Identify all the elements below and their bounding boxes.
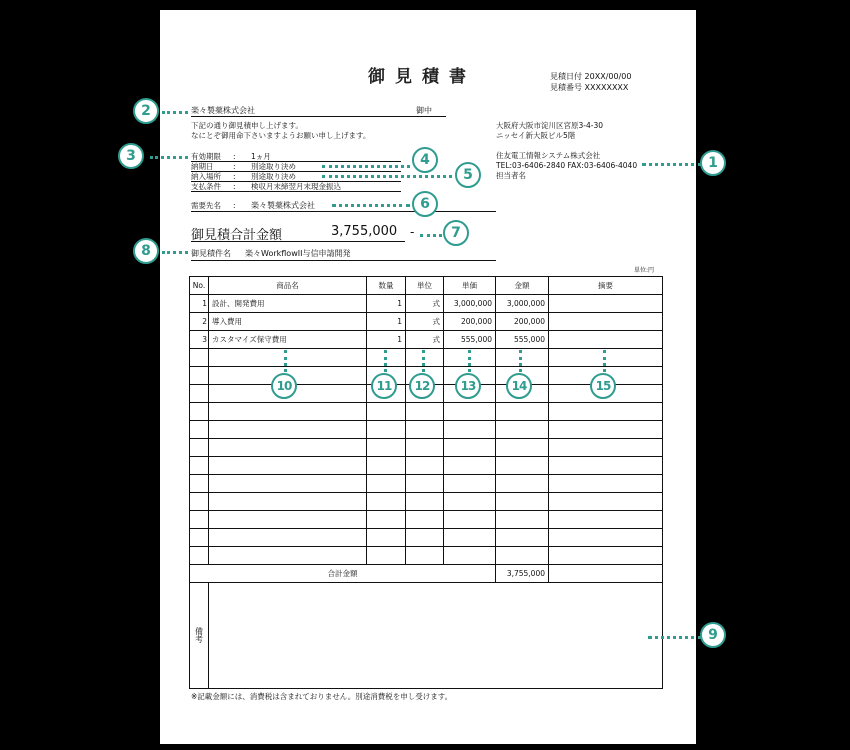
callout-11-leader — [384, 350, 387, 372]
header-qty: 数量 — [367, 277, 406, 295]
table-cell[interactable] — [549, 457, 663, 475]
terms-list — [191, 152, 401, 192]
table-cell[interactable] — [209, 421, 367, 439]
table-cell[interactable] — [190, 439, 209, 457]
callout-13-badge: 13 — [455, 373, 481, 399]
header-price: 単価 — [444, 277, 496, 295]
table-header-row — [190, 277, 663, 295]
table-cell[interactable] — [406, 475, 444, 493]
estimate-no-label: 見積番号 — [550, 83, 582, 92]
callout-6-badge: 6 — [412, 191, 438, 217]
table-cell[interactable] — [496, 547, 549, 565]
callout-14-badge: 14 — [506, 373, 532, 399]
table-row-empty — [190, 439, 663, 457]
table-cell[interactable] — [444, 403, 496, 421]
table-cell[interactable] — [367, 529, 406, 547]
table-cell[interactable] — [190, 457, 209, 475]
customer-value: 楽々製薬株式会社 — [251, 201, 315, 210]
table-row-empty — [190, 457, 663, 475]
table-cell[interactable] — [496, 439, 549, 457]
table-cell[interactable] — [549, 493, 663, 511]
recipient-name: 楽々製薬株式会社 — [191, 106, 255, 115]
table-cell[interactable] — [444, 493, 496, 511]
table-cell[interactable] — [444, 421, 496, 439]
callout-7-badge: 7 — [443, 220, 469, 246]
remarks-field[interactable] — [209, 583, 663, 689]
table-cell[interactable] — [549, 475, 663, 493]
document-title: 御見積書 — [368, 67, 476, 87]
callout-3-leader — [150, 156, 188, 159]
table-row: 1 設計、開発費用 1 式 3,000,000 3,000,000 — [190, 295, 663, 313]
table-cell[interactable] — [549, 403, 663, 421]
callout-4-leader — [322, 165, 410, 168]
table-cell[interactable] — [209, 439, 367, 457]
table-cell[interactable] — [496, 403, 549, 421]
customer-label: 需要先名 — [191, 201, 221, 210]
table-row-empty — [190, 529, 663, 547]
issuer-contact: TEL:03-6406-2840 FAX:03-6406-4040 — [496, 161, 638, 170]
header-no: No. — [190, 277, 209, 295]
table-cell[interactable] — [496, 475, 549, 493]
table-cell[interactable] — [209, 457, 367, 475]
table-cell[interactable] — [406, 529, 444, 547]
greeting-line-2: なにとぞ御用命下さいますようお願い申し上げます。 — [191, 131, 371, 140]
callout-5-leader — [322, 175, 452, 178]
estimate-date: 20XX/00/00 — [584, 72, 632, 81]
tax-footnote: ※記載金額には、消費税は含まれておりません。別途消費税を申し受けます。 — [191, 692, 453, 701]
table-row-empty — [190, 475, 663, 493]
subject-line — [191, 248, 496, 261]
callout-14-leader — [519, 350, 522, 372]
callout-11-badge: 11 — [371, 373, 397, 399]
table-cell[interactable] — [496, 529, 549, 547]
recipient-line — [191, 105, 446, 117]
total-label: 御見積合計金額 — [191, 228, 283, 243]
table-cell[interactable] — [367, 511, 406, 529]
callout-9-leader — [648, 636, 702, 639]
callout-8-leader — [162, 251, 188, 254]
total-value: 3,755,000 — [331, 224, 398, 239]
table-row: 3 カスタマイズ保守費用 1 式 555,000 555,000 — [190, 331, 663, 349]
header-unit: 単位 — [406, 277, 444, 295]
callout-10-leader — [284, 350, 287, 372]
term-delivery-date: 納期日 : 別途取り決め — [191, 162, 401, 172]
recipient-suffix: 御中 — [416, 106, 432, 115]
table-row-empty — [190, 421, 663, 439]
table-cell[interactable] — [190, 421, 209, 439]
table-cell[interactable] — [209, 403, 367, 421]
table-cell[interactable] — [549, 529, 663, 547]
table-cell[interactable] — [444, 475, 496, 493]
callout-2-leader — [162, 111, 188, 114]
table-total-amount: 3,755,000 — [496, 565, 549, 583]
callout-15-leader — [603, 350, 606, 372]
unit-note: 単位:円 — [634, 267, 655, 274]
table-cell[interactable] — [496, 421, 549, 439]
callout-1-badge: 1 — [700, 150, 726, 176]
table-cell[interactable] — [549, 421, 663, 439]
table-cell[interactable] — [367, 547, 406, 565]
table-cell[interactable] — [549, 511, 663, 529]
table-cell[interactable] — [367, 475, 406, 493]
table-cell[interactable] — [406, 403, 444, 421]
table-cell[interactable] — [209, 349, 367, 367]
table-total-row — [190, 565, 663, 583]
callout-13-leader — [468, 350, 471, 372]
callout-9-badge: 9 — [700, 622, 726, 648]
table-cell[interactable] — [190, 385, 209, 403]
total-amount-line — [191, 224, 405, 242]
table-cell[interactable] — [209, 475, 367, 493]
callout-6-leader — [332, 204, 410, 207]
callout-10-badge: 10 — [271, 373, 297, 399]
table-row-empty — [190, 511, 663, 529]
callout-15-badge: 15 — [590, 373, 616, 399]
callout-8-badge: 8 — [133, 238, 159, 264]
callout-5-badge: 5 — [455, 162, 481, 188]
customer-line: 需要先名 : 楽々製薬株式会社 — [191, 201, 496, 212]
table-row-empty — [190, 349, 663, 367]
table-cell[interactable] — [209, 547, 367, 565]
table-cell[interactable] — [190, 475, 209, 493]
table-cell[interactable] — [190, 349, 209, 367]
table-cell[interactable] — [549, 547, 663, 565]
table-cell[interactable] — [190, 547, 209, 565]
callout-7-leader — [420, 234, 442, 237]
header-name: 商品名 — [209, 277, 367, 295]
issuer-info — [496, 151, 637, 181]
table-cell[interactable] — [209, 511, 367, 529]
header-amount: 金額 — [496, 277, 549, 295]
greeting — [191, 121, 370, 141]
table-cell[interactable] — [367, 457, 406, 475]
table-cell[interactable] — [190, 511, 209, 529]
table-cell[interactable] — [367, 421, 406, 439]
issuer-address-2: ニッセイ新大阪ビル5階 — [496, 131, 576, 140]
table-cell[interactable] — [190, 493, 209, 511]
table-row-empty — [190, 493, 663, 511]
table-cell[interactable] — [496, 511, 549, 529]
table-cell[interactable] — [406, 511, 444, 529]
term-validity: 有効期限 : 1ヵ月 — [191, 152, 401, 162]
callout-3-badge: 3 — [118, 143, 144, 169]
table-cell[interactable] — [549, 439, 663, 457]
callout-4-badge: 4 — [412, 147, 438, 173]
items-table — [189, 276, 663, 689]
term-delivery-place: 納入場所 : 別途取り決め — [191, 172, 401, 182]
table-cell[interactable] — [406, 457, 444, 475]
remarks-label: 備考 — [194, 626, 204, 643]
table-cell[interactable] — [406, 439, 444, 457]
estimate-date-label: 見積日付 — [550, 72, 582, 81]
callout-12-badge: 12 — [409, 373, 435, 399]
table-cell[interactable] — [190, 403, 209, 421]
table-cell[interactable] — [496, 349, 549, 367]
table-cell[interactable] — [444, 439, 496, 457]
table-row-empty — [190, 547, 663, 565]
subject-label: 御見積件名 — [191, 249, 231, 258]
table-cell[interactable] — [496, 493, 549, 511]
table-row-empty — [190, 403, 663, 421]
table-cell[interactable] — [209, 529, 367, 547]
issuer-address — [496, 121, 603, 141]
table-cell[interactable] — [367, 493, 406, 511]
table-row: 2 導入費用 1 式 200,000 200,000 — [190, 313, 663, 331]
table-cell[interactable] — [444, 511, 496, 529]
table-cell[interactable] — [406, 421, 444, 439]
table-cell[interactable] — [367, 439, 406, 457]
table-cell[interactable] — [444, 529, 496, 547]
remarks-label-cell — [190, 583, 209, 689]
table-cell[interactable] — [190, 367, 209, 385]
table-cell[interactable] — [209, 493, 367, 511]
table-cell[interactable] — [406, 493, 444, 511]
term-payment: 支払条件 : 検収月末締翌月末現金振込 — [191, 182, 401, 192]
table-cell[interactable] — [367, 403, 406, 421]
table-cell[interactable] — [406, 547, 444, 565]
greeting-line-1: 下記の通り御見積申し上げます。 — [191, 121, 303, 130]
estimate-meta — [550, 71, 631, 93]
callout-2-badge: 2 — [133, 98, 159, 124]
table-cell[interactable] — [444, 547, 496, 565]
table-cell[interactable] — [496, 457, 549, 475]
table-total-label: 合計金額 — [190, 565, 496, 583]
callout-1-leader — [642, 163, 702, 166]
issuer-address-1: 大阪府大阪市淀川区宮原3-4-30 — [496, 121, 603, 130]
header-note: 摘要 — [549, 277, 663, 295]
total-suffix: - — [410, 225, 415, 239]
issuer-person: 担当者名 — [496, 171, 526, 180]
remarks-row — [190, 583, 663, 689]
table-cell[interactable] — [190, 529, 209, 547]
issuer-company: 住友電工情報システム株式会社 — [496, 151, 601, 160]
table-cell[interactable] — [444, 457, 496, 475]
callout-12-leader — [422, 350, 425, 372]
estimate-no: XXXXXXXX — [584, 83, 629, 92]
subject-value: 楽々WorkflowII与信申請開発 — [245, 249, 351, 258]
